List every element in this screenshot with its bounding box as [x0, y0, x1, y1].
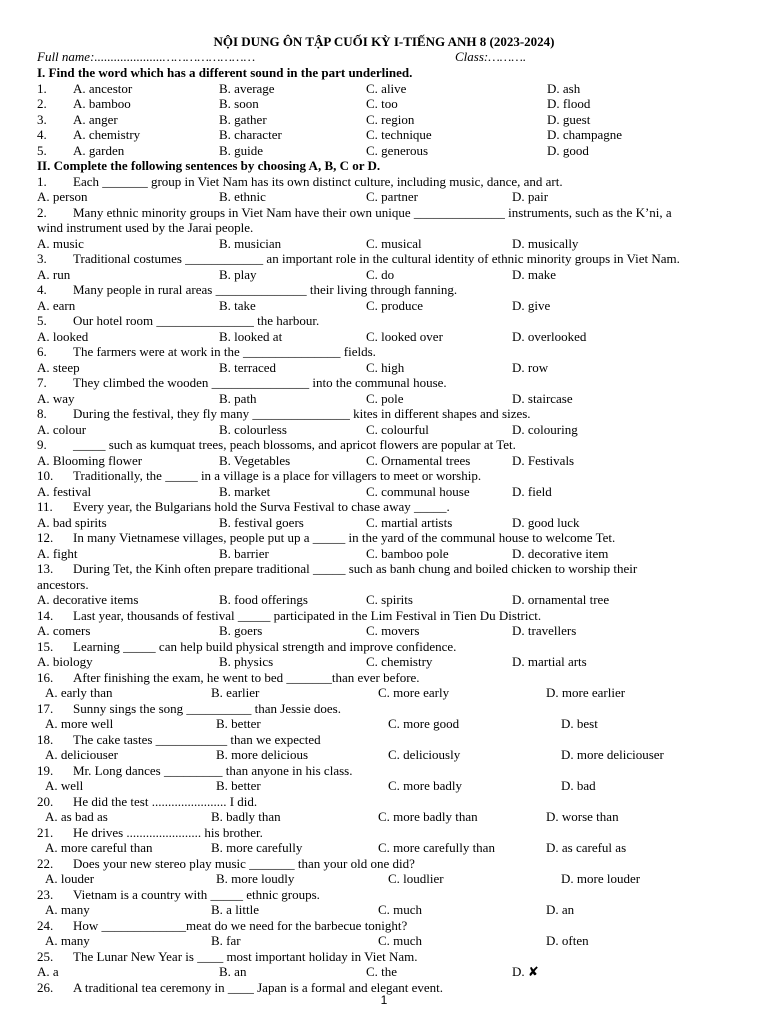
answer-options — [0, 809, 768, 825]
sound-item — [0, 112, 768, 128]
question-line — [0, 825, 768, 841]
option-a: A. festival — [37, 484, 92, 499]
question-number: 13. — [37, 561, 54, 576]
question-number: 24. — [37, 918, 54, 933]
option-a: A. as bad as — [45, 809, 108, 824]
question-text: Sunny sings the song __________ than Jessie does. — [73, 701, 341, 716]
option-b: B. food offerings — [219, 592, 308, 607]
question-line — [0, 701, 768, 717]
question-text: Mr. Long dances _________ than anyone in his class. — [73, 763, 353, 778]
option-d: D. as careful as — [546, 840, 627, 855]
option-a: A. steep — [37, 360, 80, 375]
option-a: A. louder — [45, 871, 95, 886]
question-line — [0, 406, 768, 422]
sound-item — [0, 96, 768, 112]
answer-options — [0, 778, 768, 794]
option-d: D. field — [512, 484, 552, 499]
question-text: He did the test ....................... I did. — [73, 794, 258, 809]
option-d: D. flood — [547, 96, 591, 111]
item-number: 1. — [37, 81, 47, 96]
question-continuation — [0, 220, 768, 236]
option-c: C. produce — [366, 298, 424, 313]
option-b: B. more delicious — [216, 747, 309, 762]
question-text: Each _______ group in Viet Nam has its own distinct culture, including music, dance, and art. — [73, 174, 563, 189]
question-number: 7. — [37, 375, 47, 390]
full-name-field: Full name:.....................…………………… — [37, 49, 256, 64]
option-d: D. overlooked — [512, 329, 587, 344]
answer-options — [0, 267, 768, 283]
option-a: A. fight — [37, 546, 78, 561]
option-a: A. biology — [37, 654, 93, 669]
option-a: A. ancestor — [73, 81, 133, 96]
option-b: B. better — [216, 778, 261, 793]
question-line — [0, 763, 768, 779]
question-line — [0, 794, 768, 810]
option-d: D. an — [546, 902, 575, 917]
option-c: C. loudlier — [388, 871, 444, 886]
option-c: C. musical — [366, 236, 422, 251]
section-1-heading — [0, 65, 768, 81]
option-a: A. person — [37, 189, 88, 204]
option-d: D. more deliciouser — [561, 747, 664, 762]
option-b: B. more loudly — [216, 871, 295, 886]
page-title: NỘI DUNG ÔN TẬP CUỐI KỲ I-TIẾNG ANH 8 (2023-2024) — [213, 34, 555, 49]
answer-options — [0, 623, 768, 639]
question-text-continued: ancestors. — [37, 577, 89, 592]
option-d: D. martial arts — [512, 654, 587, 669]
answer-options — [0, 747, 768, 763]
option-c: C. more badly than — [378, 809, 478, 824]
option-a: A. way — [37, 391, 75, 406]
option-b: B. market — [219, 484, 271, 499]
answer-options — [0, 716, 768, 732]
option-a: A. well — [45, 778, 84, 793]
option-b: B. physics — [219, 654, 274, 669]
option-b: B. colourless — [219, 422, 287, 437]
option-d: D. make — [512, 267, 557, 282]
question-line — [0, 918, 768, 934]
option-d: D. ✘ — [512, 964, 539, 979]
answer-options — [0, 360, 768, 376]
option-b: B. far — [211, 933, 241, 948]
option-b: B. guide — [219, 143, 264, 158]
question-text: Many ethnic minority groups in Viet Nam have their own unique ______________ instruments, such as the K’ni, a — [73, 205, 672, 220]
question-line — [0, 949, 768, 965]
option-a: A. many — [45, 902, 90, 917]
item-number: 5. — [37, 143, 47, 158]
question-text: Traditional costumes ____________ an important role in the cultural identity of ethnic minority groups in Viet Nam. — [73, 251, 680, 266]
answer-options — [0, 298, 768, 314]
option-a: A. earn — [37, 298, 76, 313]
option-c: C. too — [366, 96, 398, 111]
option-c: C. Ornamental trees — [366, 453, 471, 468]
option-d: D. travellers — [512, 623, 577, 638]
section-2-heading — [0, 158, 768, 174]
section-heading-text: II. Complete the following sentences by choosing A, B, C or D. — [37, 158, 381, 173]
option-c: C. chemistry — [366, 654, 433, 669]
question-line — [0, 639, 768, 655]
option-a: A. a — [37, 964, 59, 979]
option-c: C. more badly — [388, 778, 463, 793]
question-number: 10. — [37, 468, 54, 483]
item-number: 4. — [37, 127, 47, 142]
option-d: D. more earlier — [546, 685, 626, 700]
option-a: A. comers — [37, 623, 91, 638]
option-b: B. take — [219, 298, 256, 313]
question-text: In many Vietnamese villages, people put up a _____ in the yard of the communal house to welcome Tet. — [73, 530, 616, 545]
option-b: B. barrier — [219, 546, 269, 561]
option-c: C. colourful — [366, 422, 429, 437]
question-number: 26. — [37, 980, 54, 995]
question-number: 21. — [37, 825, 54, 840]
question-number: 5. — [37, 313, 47, 328]
option-c: C. region — [366, 112, 415, 127]
option-d: D. good luck — [512, 515, 580, 530]
question-text: The farmers were at work in the _______________ fields. — [73, 344, 376, 359]
answer-options — [0, 484, 768, 500]
answer-options — [0, 329, 768, 345]
option-a: A. Blooming flower — [37, 453, 143, 468]
option-c: C. the — [366, 964, 398, 979]
option-a: A. music — [37, 236, 84, 251]
option-c: C. more early — [378, 685, 450, 700]
sound-item — [0, 81, 768, 97]
item-number: 3. — [37, 112, 47, 127]
question-text: Learning _____ can help build physical strength and improve confidence. — [73, 639, 457, 654]
option-c: C. bamboo pole — [366, 546, 449, 561]
option-b: B. a little — [211, 902, 260, 917]
question-number: 22. — [37, 856, 54, 871]
question-text: Traditionally, the _____ in a village is a place for villagers to meet or worship. — [73, 468, 482, 483]
question-line — [0, 468, 768, 484]
answer-options — [0, 515, 768, 531]
option-d: D. worse than — [546, 809, 619, 824]
option-b: B. terraced — [219, 360, 277, 375]
question-text: He drives ....................... his brother. — [73, 825, 263, 840]
option-a: A. many — [45, 933, 90, 948]
option-b: B. goers — [219, 623, 263, 638]
option-d: D. decorative item — [512, 546, 609, 561]
answer-options — [0, 871, 768, 887]
option-a: A. chemistry — [73, 127, 141, 142]
option-b: B. musician — [219, 236, 282, 251]
option-c: C. more good — [388, 716, 460, 731]
option-c: C. communal house — [366, 484, 470, 499]
question-text: A traditional tea ceremony in ____ Japan is a formal and elegant event. — [73, 980, 444, 995]
question-line — [0, 375, 768, 391]
question-number: 18. — [37, 732, 54, 747]
option-c: C. partner — [366, 189, 418, 204]
option-a: A. bad spirits — [37, 515, 107, 530]
option-d: D. good — [547, 143, 589, 158]
question-text: After finishing the exam, he went to bed _______than ever before. — [73, 670, 420, 685]
option-d: D. often — [546, 933, 589, 948]
option-a: A. more well — [45, 716, 114, 731]
option-c: C. much — [378, 933, 423, 948]
name-class-line — [0, 49, 768, 65]
question-text: They climbed the wooden _______________ into the communal house. — [73, 375, 447, 390]
answer-options — [0, 546, 768, 562]
question-text: Vietnam is a country with _____ ethnic groups. — [73, 887, 320, 902]
question-number: 8. — [37, 406, 47, 421]
option-b: B. more carefully — [211, 840, 303, 855]
option-b: B. ethnic — [219, 189, 266, 204]
question-number: 6. — [37, 344, 47, 359]
question-line — [0, 282, 768, 298]
question-number: 9. — [37, 437, 47, 452]
option-b: B. character — [219, 127, 282, 142]
question-number: 25. — [37, 949, 54, 964]
option-a: A. more careful than — [45, 840, 153, 855]
option-c: C. spirits — [366, 592, 413, 607]
option-d: D. bad — [561, 778, 596, 793]
question-line — [0, 174, 768, 190]
item-number: 2. — [37, 96, 47, 111]
question-line — [0, 344, 768, 360]
question-text: The Lunar New Year is ____ most important holiday in Viet Nam. — [73, 949, 418, 964]
option-c: C. movers — [366, 623, 420, 638]
option-c: C. high — [366, 360, 405, 375]
option-c: C. more carefully than — [378, 840, 495, 855]
option-a: A. bamboo — [73, 96, 131, 111]
option-c: C. pole — [366, 391, 404, 406]
option-d: D. champagne — [547, 127, 623, 142]
option-b: B. an — [219, 964, 247, 979]
question-number: 4. — [37, 282, 47, 297]
question-number: 16. — [37, 670, 54, 685]
option-d: D. Festivals — [512, 453, 575, 468]
answer-options — [0, 236, 768, 252]
sound-item — [0, 127, 768, 143]
option-d: D. best — [561, 716, 598, 731]
question-text: _____ such as kumquat trees, peach blossoms, and apricot flowers are popular at Tet. — [73, 437, 516, 452]
answer-options — [0, 902, 768, 918]
question-line — [0, 313, 768, 329]
answer-options — [0, 840, 768, 856]
option-d: D. more louder — [561, 871, 641, 886]
option-d: D. give — [512, 298, 551, 313]
question-line — [0, 205, 768, 221]
question-number: 14. — [37, 608, 54, 623]
option-d: D. ash — [547, 81, 581, 96]
option-c: C. alive — [366, 81, 407, 96]
option-a: A. early than — [45, 685, 113, 700]
question-line — [0, 732, 768, 748]
option-c: C. do — [366, 267, 395, 282]
option-b: B. festival goers — [219, 515, 304, 530]
class-field: Class:………. — [455, 49, 527, 64]
option-a: A. anger — [73, 112, 118, 127]
section-heading-text: I. Find the word which has a different sound in the part underlined. — [37, 65, 413, 80]
option-b: B. better — [216, 716, 261, 731]
answer-options — [0, 453, 768, 469]
option-d: D. musically — [512, 236, 579, 251]
question-text: Every year, the Bulgarians hold the Surva Festival to chase away _____. — [73, 499, 450, 514]
page-number: 1 — [380, 993, 388, 1007]
question-text: During Tet, the Kinh often prepare traditional _____ such as banh chung and boiled chicken to worship their — [73, 561, 638, 576]
question-number: 23. — [37, 887, 54, 902]
question-text: Last year, thousands of festival _____ participated in the Lim Festival in Tien Du District. — [73, 608, 542, 623]
question-text: Our hotel room _______________ the harbour. — [73, 313, 320, 328]
question-number: 15. — [37, 639, 54, 654]
question-number: 1. — [37, 174, 47, 189]
question-line — [0, 437, 768, 453]
option-a: A. garden — [73, 143, 125, 158]
option-b: B. play — [219, 267, 257, 282]
option-a: A. colour — [37, 422, 87, 437]
option-d: D. row — [512, 360, 549, 375]
option-d: D. colouring — [512, 422, 578, 437]
option-a: A. run — [37, 267, 71, 282]
question-line — [0, 670, 768, 686]
option-b: B. Vegetables — [219, 453, 291, 468]
option-b: B. average — [219, 81, 275, 96]
question-number: 19. — [37, 763, 54, 778]
question-line — [0, 499, 768, 515]
answer-options — [0, 654, 768, 670]
option-c: C. martial artists — [366, 515, 453, 530]
question-number: 20. — [37, 794, 54, 809]
question-text-continued: wind instrument used by the Jarai people. — [37, 220, 254, 235]
option-a: A. looked — [37, 329, 89, 344]
question-continuation — [0, 577, 768, 593]
question-number: 2. — [37, 205, 47, 220]
answer-options — [0, 964, 768, 980]
option-c: C. much — [378, 902, 423, 917]
question-number: 3. — [37, 251, 47, 266]
option-c: C. technique — [366, 127, 432, 142]
option-b: B. path — [219, 391, 257, 406]
question-number: 12. — [37, 530, 54, 545]
question-text: During the festival, they fly many _______________ kites in different shapes and sizes. — [73, 406, 531, 421]
option-c: C. generous — [366, 143, 429, 158]
option-a: A. deliciouser — [45, 747, 118, 762]
question-line — [0, 251, 768, 267]
question-line — [0, 608, 768, 624]
question-line — [0, 856, 768, 872]
option-d: D. ornamental tree — [512, 592, 610, 607]
option-c: C. looked over — [366, 329, 443, 344]
option-b: B. earlier — [211, 685, 260, 700]
option-a: A. decorative items — [37, 592, 139, 607]
answer-options — [0, 189, 768, 205]
option-b: B. soon — [219, 96, 259, 111]
answer-options — [0, 685, 768, 701]
answer-options — [0, 933, 768, 949]
question-line — [0, 561, 768, 577]
question-text: Many people in rural areas ______________ their living through fanning. — [73, 282, 458, 297]
sound-item — [0, 143, 768, 159]
answer-options — [0, 422, 768, 438]
question-text: The cake tastes ___________ than we expected — [73, 732, 321, 747]
question-number: 11. — [37, 499, 53, 514]
question-text: Does your new stereo play music _______ than your old one did? — [73, 856, 415, 871]
option-b: B. badly than — [211, 809, 281, 824]
option-b: B. looked at — [219, 329, 283, 344]
question-line — [0, 887, 768, 903]
question-text: How _____________meat do we need for the barbecue tonight? — [73, 918, 408, 933]
option-d: D. staircase — [512, 391, 573, 406]
option-d: D. pair — [512, 189, 549, 204]
option-d: D. guest — [547, 112, 591, 127]
answer-options — [0, 391, 768, 407]
question-line — [0, 530, 768, 546]
answer-options — [0, 592, 768, 608]
option-b: B. gather — [219, 112, 267, 127]
question-number: 17. — [37, 701, 54, 716]
option-c: C. deliciously — [388, 747, 461, 762]
